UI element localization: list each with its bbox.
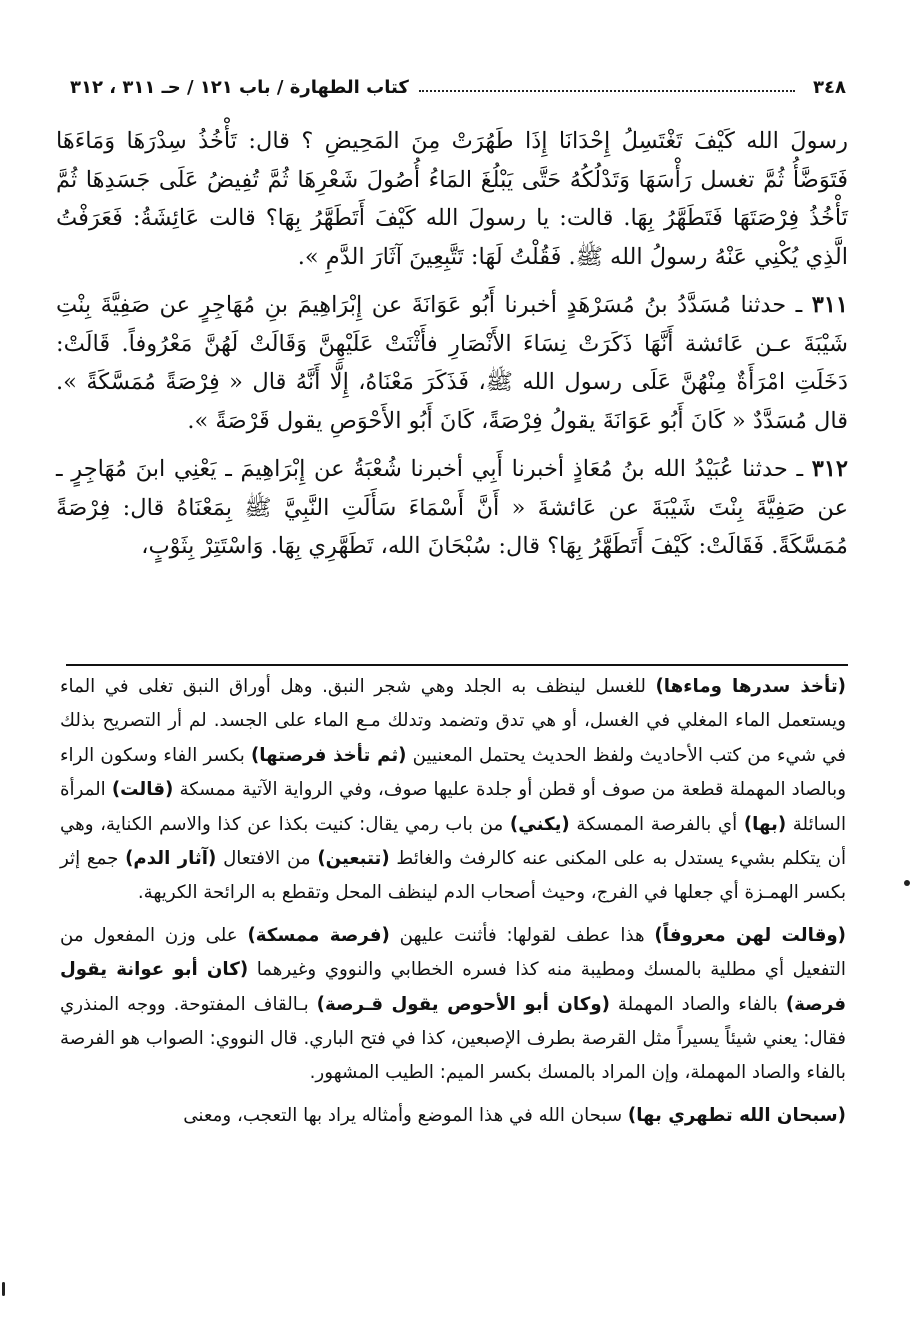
hadith-text xyxy=(56,122,848,566)
note-term: (كان أبو عوانة يقول فرصة) xyxy=(60,959,846,1015)
note-term: (يكني) xyxy=(509,813,570,835)
note-text: على وزن المفعول من التفعيل أي مطلية بالمسك ومطيبة منه كذا فسره الخطابي والنووي وغيرهما xyxy=(60,924,846,981)
note-term: (سبحان الله تطهري بها) xyxy=(627,1104,846,1126)
note-term: (تتبعين) xyxy=(317,848,390,870)
commentary xyxy=(60,670,846,1133)
note-text: من الافتعال xyxy=(216,848,318,870)
header-dot-leader xyxy=(419,90,795,92)
note-text: سبحان الله في هذا الموضع وأمثاله يراد بها التعجب، ومعنى xyxy=(183,1104,628,1126)
paragraph-text: ـ حدثنا عُبَيْدُ الله بنُ مُعَاذٍ أخبرنا أَبِي أخبرنا شُعْبَةُ عن إِبْرَاهِيمَ ـ يَعْنِي ابنَ مُهَاجِرٍ ـ عن صَفِيَّةَ بِنْتَ شَيْبَةَ عن عَائشةَ « أَنَّ أَسْمَاءَ سَأَلَتِ النَّبِيَّ ﷺ بِمَعْنَاهُ قال: فِرْصَةً مُمَسَّكَةً. فَقَالَتْ: كَيْفَ أَتَطَهَّرُ بِهَا؟ قال: سُبْحَانَ الله، تَطَهَّرِي بِهَا. وَاسْتَتِرْ بِثَوْبٍ، xyxy=(56,456,848,559)
running-header xyxy=(70,72,846,102)
note-text: جمع إثر بكسر الهمـزة أي جعلها في الفرج، وحيث أصحاب الدم لينظف المحل وتقطع به الرائحة الكريهة. xyxy=(60,848,846,904)
paragraph-text: رسولَ الله كَيْفَ تَغْتَسِلُ إِحْدَانَا إِذَا طَهُرَتْ مِنَ المَحِيضِ ؟ قال: تَأْخُذُ سِدْرَهَا وَمَاءَهَا فَتَوَضَّأُ ثُمَّ تغسل رَأْسَهَا وَتَدْلُكُهُ حَتَّى يَبْلُغَ المَاءُ أُصُولَ شَعْرِهَا ثُمَّ تُفِيضُ عَلَى جَسَدِهَا ثُمَّ تَأْخُذُ فِرْصَتَهَا فَتَطَهَّرُ بِهَا. قالت: يا رسولَ الله كَيْفَ أَتَطَهَّرُ بِهَا؟ قالت عَائِشَةُ: فَعَرَفْتُ الَّذِي يُكْنِي عَنْهُ رسولُ الله ﷺ. فَقُلْتُ لَهَا: تَتَّبِعِينَ آثَارَ الدَّمِ ». xyxy=(56,128,848,270)
hadith-number: ٣١١ xyxy=(811,292,849,318)
note-term: (وكان أبو الأحوص يقول قـرصة) xyxy=(316,993,610,1015)
commentary-note-3 xyxy=(60,1099,846,1133)
note-text: أي بالفرصة الممسكة xyxy=(569,813,744,835)
paragraph-text: ـ حدثنا مُسَدَّدُ بنُ مُسَرْهَدٍ أخبرنا أَبُو عَوَانَةَ عن إِبْرَاهِيمَ بنِ مُهَاجِرٍ عن صَفِيَّةَ بِنْتِ شَيْبَةَ عـن عَائشة أَنَّهَا ذَكَرَتْ نِسَاءَ الأَنْصَارِ فأَثْنَتْ عَلَيْهِنَّ وَقَالَتْ لَهُنَّ مَعْرُوفاً. قَالَتْ: دَخَلَتِ امْرَأَةٌ مِنْهُنَّ عَلَى رسول الله ﷺ، فَذَكَرَ مَعْنَاهُ، إِلَّا أَنَّهُ قال « فِرْصَةً مُمَسَّكَةً ». قال مُسَدَّدٌ « كَانَ أَبُو عَوَانَةَ يقولُ فِرْصَةً، كَانَ أَبُو الأَحْوَصِ يقول قَرْصَةً ». xyxy=(56,292,848,434)
page-number: ٣٤٨ xyxy=(813,76,846,98)
note-text: بالفاء والصاد المهملة xyxy=(609,993,786,1015)
note-term: (وقالت لهن معروفاً) xyxy=(654,924,846,946)
running-title: كتاب الطهارة / باب ١٢١ / حـ ٣١١ ، ٣١٢ xyxy=(70,76,409,98)
note-text: للغسل لينظف به الجلد وهي شجر النبق. وهل أوراق النبق تغلى في الماء ويستعمل الماء المغلي في الغسل، أو هي تدق وتضمد وتدلك مـع الماء على الجسد. لم أر التصريح بذلك في شيء من كتب الأحاديث ولفظ الحديث يحتمل المعنيين xyxy=(60,676,846,766)
scan-mark xyxy=(904,880,910,886)
note-term: (آثار الدم) xyxy=(125,848,217,870)
note-term: (فرصة ممسكة) xyxy=(247,924,390,946)
hadith-312 xyxy=(56,450,848,566)
note-term: (بها) xyxy=(743,813,787,835)
hadith-311 xyxy=(56,286,848,440)
scan-mark xyxy=(2,1282,5,1296)
note-text: بـالقاف المفتوحة. ووجه المنذري فقال: يعني شيئاً يسيراً مثل القرصة بطرف الإصبعين، كذا في فتح الباري. قال النووي: الصواب هو الفرصة بالفاء والصاد المهملة، وإن المراد بالمسك بكسر الميم: الطيب المشهور. xyxy=(60,993,846,1084)
note-text: هذا عطف لقولها: فأثنت عليهن xyxy=(389,924,655,946)
note-term: (قالت) xyxy=(111,779,174,801)
note-text: المرأة السائلة xyxy=(60,779,847,835)
note-term: (تأخذ سدرها وماءها) xyxy=(655,676,846,697)
footnote-divider xyxy=(66,664,848,666)
note-text: بكسر الفاء وسكون الراء وبالصاد المهملة قطعة من صوف أو قطن أو جلدة عليها صوف، وفي الرواية الآتية ممسكة xyxy=(60,744,846,801)
note-text: من باب رمي يقال: كنيت بكذا عن كذا والاسم الكناية، وهي أن يتكلم بشيء يستدل به على المكنى عنه كالرفث والغائط xyxy=(60,813,846,870)
hadith-continuation xyxy=(56,122,848,276)
commentary-note-1 xyxy=(60,670,846,911)
hadith-number: ٣١٢ xyxy=(811,456,848,482)
commentary-note-2 xyxy=(60,919,846,1091)
note-term: (ثم تأخذ فرصتها) xyxy=(250,744,407,766)
